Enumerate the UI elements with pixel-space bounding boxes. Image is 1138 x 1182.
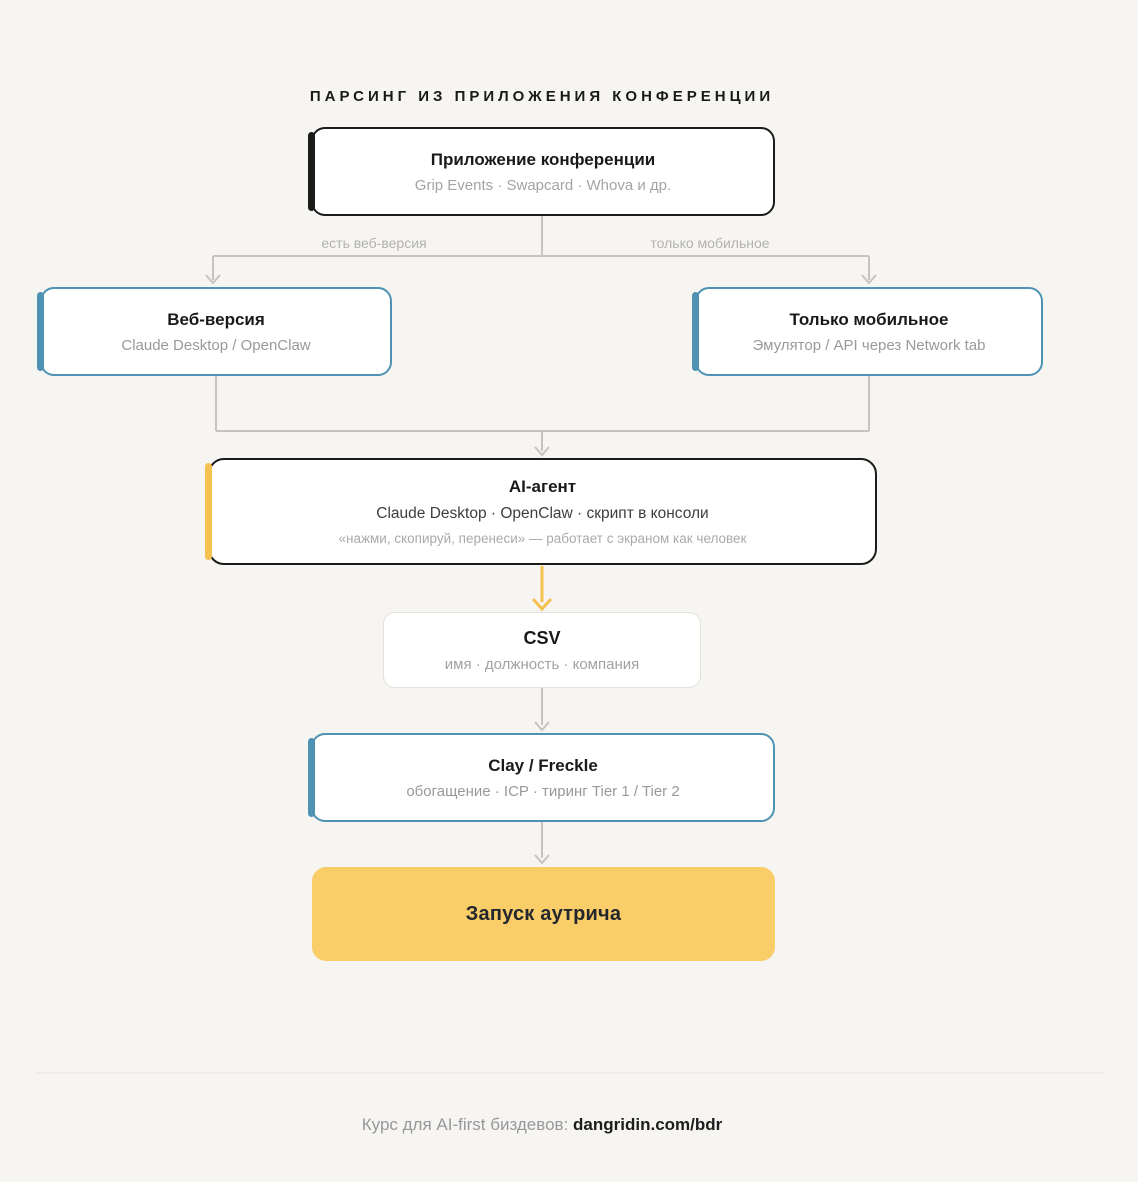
accent-bar-blue	[692, 292, 699, 371]
node-ai-agent-title: AI-агент	[508, 477, 577, 496]
accent-bar-black	[308, 132, 315, 211]
arrowhead-right-branch	[862, 275, 876, 283]
node-mobile-only-subtitle: Эмулятор / API через Network tab	[752, 336, 986, 354]
node-csv	[383, 612, 701, 688]
node-ai-agent-note: «нажми, скопируй, перенеси» — работает с экраном как человек	[338, 531, 747, 546]
node-conference-app	[311, 127, 775, 216]
footer	[0, 1115, 1084, 1135]
accent-bar-blue	[37, 292, 44, 371]
node-ai-agent	[208, 458, 877, 565]
arrowhead-csv-to-clay	[535, 722, 549, 730]
accent-bar-blue	[308, 738, 315, 817]
node-conference-app-title: Приложение конференции	[430, 149, 656, 169]
node-clay-freckle	[311, 733, 775, 822]
node-web-version-title: Веб-версия	[167, 309, 265, 329]
footer-course-text: Курс для AI-first биздевов:	[361, 1115, 574, 1134]
accent-bar-yellow	[205, 463, 212, 560]
node-clay-freckle-subtitle: обогащение · ICP · тиринг Tier 1 / Tier 2	[406, 782, 680, 800]
branch-label-mobile: только мобильное	[650, 235, 770, 251]
node-outreach-launch-title: Запуск аутрича	[465, 902, 622, 925]
branch-label-web: есть веб-версия	[321, 235, 427, 251]
node-clay-freckle-title: Clay / Freckle	[488, 755, 598, 775]
footer-divider	[35, 1072, 1103, 1074]
node-web-version	[40, 287, 392, 376]
node-mobile-only-title: Только мобильное	[789, 309, 949, 329]
node-csv-subtitle: имя · должность · компания	[444, 655, 640, 673]
arrowhead-merge	[535, 447, 549, 455]
footer-course-url: dangridin.com/bdr	[573, 1115, 723, 1134]
node-outreach-launch	[312, 867, 775, 961]
page-title: ПАРСИНГ ИЗ ПРИЛОЖЕНИЯ КОНФЕРЕНЦИИ	[309, 88, 775, 105]
arrowhead-left-branch	[206, 275, 220, 283]
node-mobile-only	[695, 287, 1043, 376]
node-web-version-subtitle: Claude Desktop / OpenClaw	[121, 336, 311, 354]
node-csv-title: CSV	[523, 627, 561, 648]
node-conference-app-subtitle: Grip Events · Swapcard · Whova и др.	[414, 176, 672, 194]
arrowhead-clay-to-outreach	[535, 855, 549, 863]
arrowhead-ai-to-csv	[533, 599, 551, 609]
node-ai-agent-subtitle: Claude Desktop · OpenClaw · скрипт в консоли	[376, 505, 709, 522]
